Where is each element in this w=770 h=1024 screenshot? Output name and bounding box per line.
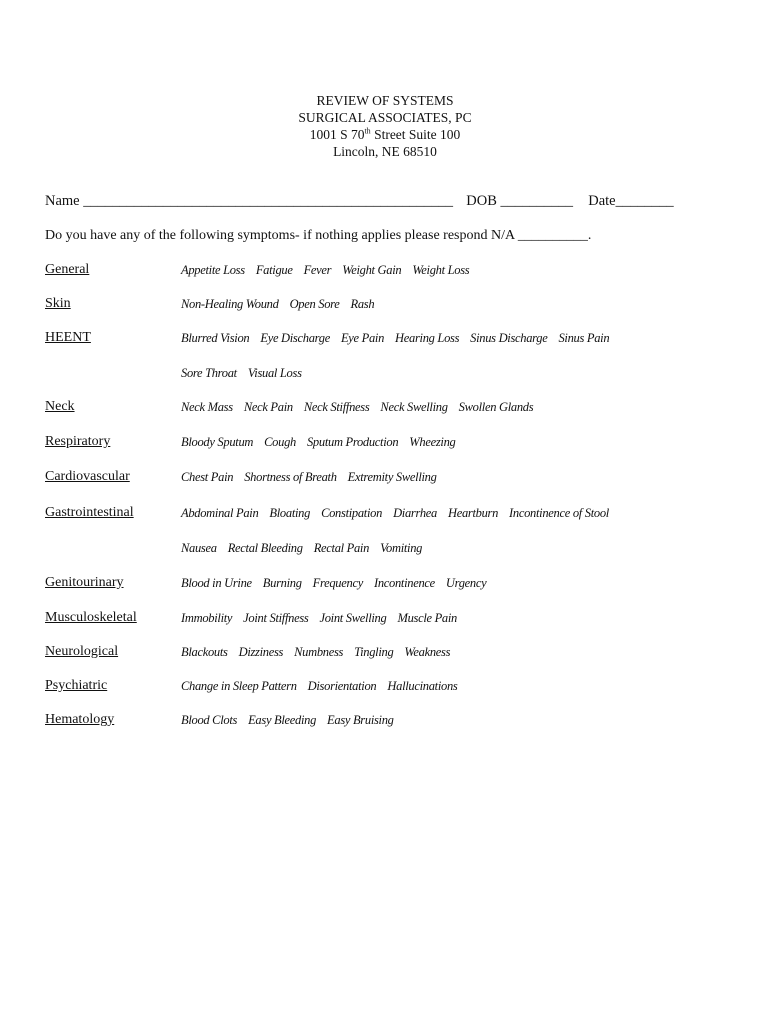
system-row [45,399,725,419]
symptom-list [181,713,405,728]
symptom-item: Appetite Loss [181,263,245,277]
system-row [45,644,725,664]
symptom-item: Muscle Pain [397,611,457,625]
date-field[interactable]: ________ [615,193,674,209]
symptom-list [181,541,433,556]
system-row [45,505,725,525]
symptom-list [181,506,620,521]
symptom-list [181,470,448,485]
symptom-item: Fatigue [255,263,293,277]
symptom-item: Nausea [181,541,217,555]
name-label: Name [45,193,80,209]
symptom-item: Blood in Urine [181,576,252,590]
symptom-item: Rectal Bleeding [227,541,303,555]
symptom-list [181,611,468,626]
symptom-item: Blurred Vision [181,331,250,345]
symptom-item: Joint Swelling [319,611,387,625]
system-category-general: General [45,262,90,277]
system-category-skin: Skin [45,296,71,311]
system-row [45,575,725,595]
symptom-list [181,400,544,415]
system-category-genitourinary: Genitourinary [45,575,124,590]
system-row [45,610,725,630]
symptom-item: Numbness [294,645,344,659]
symptom-item: Incontinence [373,576,435,590]
symptom-item: Urgency [445,576,487,590]
symptom-item: Sinus Discharge [470,331,548,345]
symptom-item: Shortness of Breath [244,470,337,484]
symptom-list [181,366,313,381]
symptom-item: Incontinence of Stool [509,506,609,520]
system-row [45,678,725,698]
symptom-item: Fever [303,263,332,277]
system-category-respiratory: Respiratory [45,434,111,449]
symptom-item: Neck Stiffness [303,400,370,414]
system-row [45,330,725,350]
symptom-list [181,331,620,346]
symptom-item: Bloating [269,506,311,520]
symptom-item: Rash [350,297,375,311]
symptom-item: Sore Throat [181,366,237,380]
system-category-gastrointestinal: Gastrointestinal [45,505,134,520]
symptom-item: Abdominal Pain [181,506,259,520]
symptom-item: Immobility [181,611,233,625]
symptom-item: Sputum Production [306,435,399,449]
symptom-item: Neck Swelling [380,400,448,414]
practice-address [0,126,770,143]
system-row [45,540,725,560]
name-field[interactable]: ___________________________________________________ [83,193,453,209]
symptom-list [181,576,497,591]
symptom-list [181,263,480,278]
system-row [45,434,725,454]
symptom-item: Open Sore [289,297,340,311]
practice-name: SURGICAL ASSOCIATES, PC [298,110,472,125]
dob-field[interactable]: __________ [500,193,573,209]
address-ordinal: th [364,126,371,136]
instructions-text: Do you have any of the following symptoms- if nothing applies please respond N/A __________. [45,228,592,243]
system-category-neurological: Neurological [45,644,119,659]
system-row [45,365,725,385]
symptom-item: Burning [262,576,302,590]
symptom-item: Chest Pain [181,470,234,484]
symptom-list [181,297,385,312]
symptom-item: Wheezing [409,435,456,449]
symptom-item: Constipation [321,506,383,520]
system-category-psychiatric: Psychiatric [45,678,108,693]
patient-id-line [45,193,685,210]
system-row [45,469,725,489]
symptom-item: Tingling [354,645,394,659]
symptom-item: Sinus Pain [558,331,610,345]
system-row [45,262,725,282]
symptom-item: Rectal Pain [313,541,370,555]
symptom-item: Easy Bleeding [248,713,317,727]
symptom-item: Swollen Glands [458,400,534,414]
symptom-item: Bloody Sputum [181,435,254,449]
symptom-item: Cough [264,435,296,449]
system-category-neck: Neck [45,399,75,414]
symptom-item: Weakness [404,645,451,659]
symptom-item: Diarrhea [393,506,437,520]
system-category-heent: HEENT [45,330,91,345]
document-title: REVIEW OF SYSTEMS [316,93,454,108]
symptom-item: Heartburn [447,506,499,520]
symptom-item: Hallucinations [387,679,458,693]
symptom-item: Dizziness [238,645,284,659]
symptom-item: Neck Mass [181,400,233,414]
document-header [0,92,770,160]
symptom-item: Easy Bruising [327,713,394,727]
symptom-list [181,435,467,450]
symptom-item: Blood Clots [181,713,238,727]
symptom-item: Non-Healing Wound [181,297,279,311]
practice-city: Lincoln, NE 68510 [333,144,437,159]
date-label: Date [588,193,616,209]
address-suffix: Street Suite 100 [370,127,461,142]
system-row [45,712,725,732]
symptom-item: Neck Pain [243,400,293,414]
symptom-item: Weight Loss [412,263,470,277]
symptom-item: Visual Loss [247,366,302,380]
address-prefix: 1001 S 70 [309,127,365,142]
symptom-item: Eye Pain [340,331,385,345]
symptom-item: Eye Discharge [260,331,330,345]
symptom-item: Extremity Swelling [347,470,437,484]
system-category-cardiovascular: Cardiovascular [45,469,130,484]
symptom-list [181,679,469,694]
symptom-item: Joint Stiffness [243,611,309,625]
system-category-hematology: Hematology [45,712,115,727]
system-category-musculoskeletal: Musculoskeletal [45,610,137,625]
system-row [45,296,725,316]
symptom-item: Hearing Loss [395,331,460,345]
symptom-item: Change in Sleep Pattern [181,679,297,693]
symptom-item: Vomiting [380,541,423,555]
symptom-item: Frequency [312,576,363,590]
dob-label: DOB [466,193,497,209]
symptom-list [181,645,461,660]
symptom-item: Disorientation [307,679,377,693]
symptom-item: Blackouts [181,645,228,659]
symptom-item: Weight Gain [342,263,402,277]
